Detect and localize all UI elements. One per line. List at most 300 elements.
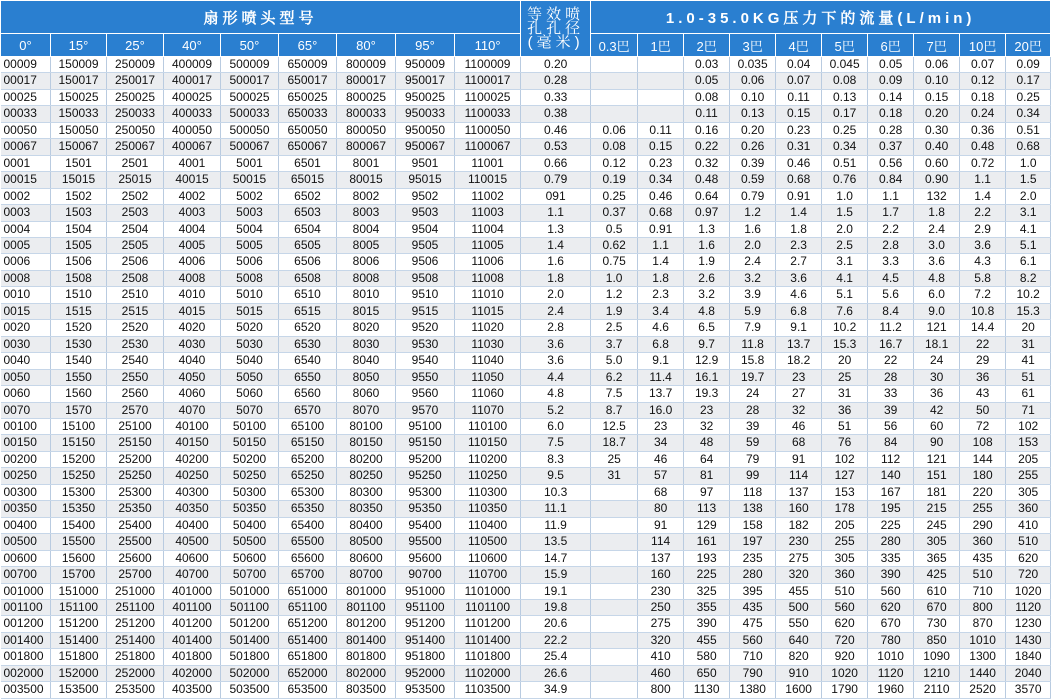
flow-cell: 2.6 [684, 270, 730, 286]
table-row [1, 386, 1051, 402]
flow-cell: 118 [730, 484, 776, 500]
flow-cell: 0.72 [960, 155, 1006, 171]
flow-cell: 41 [1006, 353, 1051, 369]
flow-cell: 30 [914, 369, 960, 385]
flow-cell: 16.1 [684, 369, 730, 385]
model-cell: 0008 [1, 270, 51, 286]
model-cell: 150067 [51, 139, 107, 155]
flow-cell: 71 [1006, 402, 1051, 418]
table-row [1, 122, 1051, 138]
pressure-header: 20巴 [1006, 34, 1051, 57]
model-cell: 80015 [337, 172, 396, 188]
flow-cell: 0.11 [684, 106, 730, 122]
model-cell: 95015 [396, 172, 455, 188]
model-cell: 00015 [1, 172, 51, 188]
flow-cell: 0.07 [960, 57, 1006, 73]
flow-cell: 6.8 [638, 336, 684, 352]
flow-cell: 114 [638, 534, 684, 550]
model-cell: 80200 [337, 451, 396, 467]
flow-cell: 6.2 [591, 369, 638, 385]
model-cell: 650025 [279, 89, 337, 105]
flow-cell: 2.9 [960, 221, 1006, 237]
model-cell: 25250 [107, 468, 164, 484]
model-cell: 4001 [164, 155, 221, 171]
model-cell: 150025 [51, 89, 107, 105]
table-row [1, 517, 1051, 533]
model-cell: 9550 [396, 369, 455, 385]
model-cell: 1504 [51, 221, 107, 237]
model-title: 扇形喷头型号 [1, 1, 521, 34]
model-cell: 40200 [164, 451, 221, 467]
model-cell: 15300 [51, 484, 107, 500]
model-cell: 50400 [221, 517, 279, 533]
model-cell: 95500 [396, 534, 455, 550]
flow-cell: 97 [684, 484, 730, 500]
flow-cell: 4.8 [684, 303, 730, 319]
flow-cell: 275 [638, 616, 684, 632]
flow-cell: 0.10 [730, 89, 776, 105]
flow-cell: 0.31 [776, 139, 822, 155]
flow-cell: 0.13 [822, 89, 868, 105]
flow-cell: 0.56 [868, 155, 914, 171]
flow-cell: 18.7 [591, 435, 638, 451]
flow-cell: 193 [684, 550, 730, 566]
flow-cell: 0.46 [776, 155, 822, 171]
flow-cell: 27 [776, 386, 822, 402]
equiv-diameter-cell: 0.46 [521, 122, 591, 138]
model-cell: 4070 [164, 402, 221, 418]
model-cell: 15200 [51, 451, 107, 467]
model-cell: 651200 [279, 616, 337, 632]
flow-cell: 910 [776, 665, 822, 681]
model-cell: 9501 [396, 155, 455, 171]
model-cell: 5060 [221, 386, 279, 402]
flow-cell: 114 [776, 468, 822, 484]
model-cell: 1508 [51, 270, 107, 286]
model-cell: 6540 [279, 353, 337, 369]
model-cell: 65400 [279, 517, 337, 533]
model-cell: 151200 [51, 616, 107, 632]
flow-cell: 42 [914, 402, 960, 418]
flow-cell: 1.9 [591, 303, 638, 319]
model-cell: 1100017 [455, 73, 521, 89]
model-cell: 2508 [107, 270, 164, 286]
model-cell: 0005 [1, 237, 51, 253]
flow-cell: 197 [730, 534, 776, 550]
model-cell: 15400 [51, 517, 107, 533]
model-cell: 2505 [107, 237, 164, 253]
model-cell: 6560 [279, 386, 337, 402]
flow-cell: 161 [684, 534, 730, 550]
equiv-diameter-cell: 091 [521, 188, 591, 204]
model-cell: 803500 [337, 682, 396, 698]
model-cell: 501400 [221, 632, 279, 648]
model-cell: 110500 [455, 534, 521, 550]
flow-cell: 4.5 [868, 270, 914, 286]
flow-cell: 245 [914, 517, 960, 533]
model-cell: 152000 [51, 665, 107, 681]
flow-cell [638, 89, 684, 105]
flow-cell: 4.1 [1006, 221, 1051, 237]
flow-cell: 5.8 [960, 270, 1006, 286]
angle-header: 25° [107, 34, 164, 57]
flow-cell: 560 [822, 599, 868, 615]
model-cell: 95300 [396, 484, 455, 500]
flow-cell: 1020 [1006, 583, 1051, 599]
pressure-header: 2巴 [684, 34, 730, 57]
model-cell: 9570 [396, 402, 455, 418]
flow-cell: 0.34 [822, 139, 868, 155]
flow-cell: 0.03 [684, 57, 730, 73]
flow-cell: 50 [960, 402, 1006, 418]
flow-cell: 390 [868, 567, 914, 583]
model-cell: 65350 [279, 501, 337, 517]
model-cell: 50015 [221, 172, 279, 188]
flow-cell: 425 [914, 567, 960, 583]
model-cell: 65300 [279, 484, 337, 500]
model-cell: 0004 [1, 221, 51, 237]
model-cell: 40350 [164, 501, 221, 517]
flow-cell: 0.28 [868, 122, 914, 138]
model-cell: 11002 [455, 188, 521, 204]
model-cell: 00017 [1, 73, 51, 89]
table-row [1, 106, 1051, 122]
flow-cell: 20 [1006, 320, 1051, 336]
equiv-diameter-cell: 2.0 [521, 287, 591, 303]
flow-cell: 0.68 [1006, 139, 1051, 155]
model-cell: 15150 [51, 435, 107, 451]
model-cell: 5002 [221, 188, 279, 204]
model-cell: 95350 [396, 501, 455, 517]
model-cell: 5006 [221, 254, 279, 270]
model-cell: 2540 [107, 353, 164, 369]
flow-cell: 0.09 [1006, 57, 1051, 73]
model-cell: 802000 [337, 665, 396, 681]
flow-cell: 220 [960, 484, 1006, 500]
table-row [1, 270, 1051, 286]
model-cell: 50300 [221, 484, 279, 500]
model-cell: 9505 [396, 237, 455, 253]
angle-header: 65° [279, 34, 337, 57]
equiv-diameter-cell: 0.38 [521, 106, 591, 122]
flow-cell [591, 89, 638, 105]
flow-cell: 0.39 [730, 155, 776, 171]
model-cell: 151400 [51, 632, 107, 648]
flow-cell [591, 106, 638, 122]
flow-cell: 0.04 [776, 57, 822, 73]
model-cell: 951000 [396, 583, 455, 599]
model-cell: 4050 [164, 369, 221, 385]
flow-cell: 2.3 [776, 237, 822, 253]
model-cell: 4010 [164, 287, 221, 303]
flow-cell: 410 [638, 649, 684, 665]
model-cell: 4020 [164, 320, 221, 336]
model-cell: 40015 [164, 172, 221, 188]
flow-cell [591, 616, 638, 632]
model-cell: 1520 [51, 320, 107, 336]
model-cell: 0040 [1, 353, 51, 369]
angle-header: 50° [221, 34, 279, 57]
model-cell: 80100 [337, 418, 396, 434]
model-cell: 5015 [221, 303, 279, 319]
model-cell: 110100 [455, 418, 521, 434]
flow-cell: 3.6 [960, 237, 1006, 253]
flow-cell: 22 [960, 336, 1006, 352]
flow-cell: 4.1 [822, 270, 868, 286]
flow-cell: 151 [914, 468, 960, 484]
flow-cell: 5.1 [1006, 237, 1051, 253]
table-row [1, 172, 1051, 188]
model-cell: 500025 [221, 89, 279, 105]
angle-header: 0° [1, 34, 51, 57]
model-cell: 653500 [279, 682, 337, 698]
flow-cell: 121 [914, 320, 960, 336]
model-cell: 40250 [164, 468, 221, 484]
flow-cell: 1.3 [684, 221, 730, 237]
model-cell: 1510 [51, 287, 107, 303]
flow-cell: 510 [1006, 534, 1051, 550]
model-cell: 5020 [221, 320, 279, 336]
flow-cell: 158 [730, 517, 776, 533]
flow-cell: 0.15 [638, 139, 684, 155]
flow-cell: 76 [822, 435, 868, 451]
table-row [1, 567, 1051, 583]
flow-cell: 1090 [914, 649, 960, 665]
flow-cell: 61 [1006, 386, 1051, 402]
model-cell: 250067 [107, 139, 164, 155]
flow-cell: 25 [822, 369, 868, 385]
equiv-diameter-cell: 2.8 [521, 320, 591, 336]
model-cell: 00250 [1, 468, 51, 484]
angle-header: 80° [337, 34, 396, 57]
flow-cell: 19.7 [730, 369, 776, 385]
model-cell: 1100067 [455, 139, 521, 155]
flow-cell: 710 [960, 583, 1006, 599]
model-cell: 11015 [455, 303, 521, 319]
equiv-diameter-cell: 20.6 [521, 616, 591, 632]
flow-cell: 0.90 [914, 172, 960, 188]
table-row [1, 534, 1051, 550]
flow-cell: 0.60 [914, 155, 960, 171]
model-cell: 2530 [107, 336, 164, 352]
pressure-header: 1巴 [638, 34, 684, 57]
angle-header: 110° [455, 34, 521, 57]
flow-cell: 178 [822, 501, 868, 517]
flow-cell: 5.6 [868, 287, 914, 303]
model-cell: 50350 [221, 501, 279, 517]
flow-cell: 360 [822, 567, 868, 583]
flow-cell: 435 [960, 550, 1006, 566]
flow-cell: 500 [776, 599, 822, 615]
flow-cell: 620 [868, 599, 914, 615]
flow-cell: 0.18 [960, 89, 1006, 105]
equiv-diameter-cell: 4.8 [521, 386, 591, 402]
flow-cell: 2520 [960, 682, 1006, 698]
flow-cell: 99 [730, 468, 776, 484]
flow-cell: 1.1 [638, 237, 684, 253]
flow-cell: 335 [868, 550, 914, 566]
model-cell: 951200 [396, 616, 455, 632]
model-cell: 11010 [455, 287, 521, 303]
model-cell: 1505 [51, 237, 107, 253]
model-cell: 1101800 [455, 649, 521, 665]
equiv-diameter-cell: 1.8 [521, 270, 591, 286]
model-cell: 4015 [164, 303, 221, 319]
flow-cell: 455 [776, 583, 822, 599]
flow-cell: 5.0 [591, 353, 638, 369]
model-cell: 00700 [1, 567, 51, 583]
flow-cell: 0.32 [684, 155, 730, 171]
model-cell: 40400 [164, 517, 221, 533]
flow-cell: 0.34 [638, 172, 684, 188]
flow-cell: 365 [914, 550, 960, 566]
table-row [1, 73, 1051, 89]
table-row [1, 188, 1051, 204]
flow-cell: 0.62 [591, 237, 638, 253]
flow-cell: 15.8 [730, 353, 776, 369]
model-cell: 95200 [396, 451, 455, 467]
model-cell: 8008 [337, 270, 396, 286]
model-cell: 15100 [51, 418, 107, 434]
flow-cell: 1430 [1006, 632, 1051, 648]
flow-cell: 14.4 [960, 320, 1006, 336]
flow-cell: 153 [1006, 435, 1051, 451]
flow-cell: 0.48 [684, 172, 730, 188]
model-cell: 951800 [396, 649, 455, 665]
flow-cell: 1380 [730, 682, 776, 698]
model-cell: 4030 [164, 336, 221, 352]
model-cell: 0020 [1, 320, 51, 336]
model-cell: 500050 [221, 122, 279, 138]
model-cell: 401000 [164, 583, 221, 599]
model-cell: 002000 [1, 665, 51, 681]
table-row [1, 649, 1051, 665]
model-cell: 800050 [337, 122, 396, 138]
flow-cell: 870 [960, 616, 1006, 632]
model-cell: 95400 [396, 517, 455, 533]
flow-cell: 3.1 [1006, 205, 1051, 221]
model-cell: 2515 [107, 303, 164, 319]
equiv-diameter-cell: 26.6 [521, 665, 591, 681]
flow-cell: 160 [776, 501, 822, 517]
flow-cell: 13.7 [776, 336, 822, 352]
model-cell: 952000 [396, 665, 455, 681]
flow-cell: 360 [960, 534, 1006, 550]
flow-cell: 2.5 [822, 237, 868, 253]
flow-cell: 137 [638, 550, 684, 566]
flow-cell: 79 [730, 451, 776, 467]
flow-cell: 0.06 [914, 57, 960, 73]
model-cell: 503500 [221, 682, 279, 698]
model-cell: 8020 [337, 320, 396, 336]
flow-cell: 0.26 [730, 139, 776, 155]
flow-cell: 39 [730, 418, 776, 434]
flow-cell: 650 [684, 665, 730, 681]
model-cell: 403500 [164, 682, 221, 698]
flow-cell: 84 [868, 435, 914, 451]
equiv-diameter-cell: 0.28 [521, 73, 591, 89]
model-cell: 11030 [455, 336, 521, 352]
model-cell: 0015 [1, 303, 51, 319]
model-cell: 401400 [164, 632, 221, 648]
model-cell: 00200 [1, 451, 51, 467]
flow-cell: 160 [638, 567, 684, 583]
flow-cell: 1010 [960, 632, 1006, 648]
flow-cell: 0.40 [914, 139, 960, 155]
model-cell: 6515 [279, 303, 337, 319]
flow-cell: 24 [730, 386, 776, 402]
flow-cell: 850 [914, 632, 960, 648]
pressure-header: 7巴 [914, 34, 960, 57]
model-cell: 150009 [51, 57, 107, 73]
model-cell: 2502 [107, 188, 164, 204]
flow-cell: 1.8 [776, 221, 822, 237]
model-cell: 11005 [455, 237, 521, 253]
model-cell: 1100025 [455, 89, 521, 105]
model-cell: 2570 [107, 402, 164, 418]
flow-cell: 0.25 [1006, 89, 1051, 105]
flow-cell [591, 567, 638, 583]
model-cell: 151800 [51, 649, 107, 665]
flow-cell [591, 583, 638, 599]
flow-cell: 3.4 [638, 303, 684, 319]
flow-cell: 0.34 [1006, 106, 1051, 122]
flow-cell: 0.11 [776, 89, 822, 105]
flow-cell: 0.08 [684, 89, 730, 105]
flow-cell: 780 [868, 632, 914, 648]
table-row [1, 616, 1051, 632]
flow-cell: 2040 [1006, 665, 1051, 681]
model-cell: 2560 [107, 386, 164, 402]
model-cell: 950067 [396, 139, 455, 155]
model-cell: 951400 [396, 632, 455, 648]
model-cell: 65500 [279, 534, 337, 550]
flow-cell: 1600 [776, 682, 822, 698]
equiv-diameter-cell: 15.9 [521, 567, 591, 583]
model-cell: 40500 [164, 534, 221, 550]
model-cell: 2550 [107, 369, 164, 385]
flow-cell: 3.2 [730, 270, 776, 286]
model-cell: 001400 [1, 632, 51, 648]
flow-cell [591, 550, 638, 566]
flow-cell: 0.05 [868, 57, 914, 73]
flow-cell: 1210 [914, 665, 960, 681]
flow-cell: 0.23 [638, 155, 684, 171]
flow-cell: 9.1 [776, 320, 822, 336]
equiv-diameter-cell: 2.4 [521, 303, 591, 319]
flow-cell: 0.22 [684, 139, 730, 155]
flow-cell: 800 [960, 599, 1006, 615]
flow-cell: 670 [868, 616, 914, 632]
model-cell: 4005 [164, 237, 221, 253]
model-cell: 25300 [107, 484, 164, 500]
flow-cell: 1.4 [638, 254, 684, 270]
model-cell: 4006 [164, 254, 221, 270]
flow-cell [591, 682, 638, 698]
model-cell: 80700 [337, 567, 396, 583]
model-cell: 1101100 [455, 599, 521, 615]
model-cell: 65600 [279, 550, 337, 566]
flow-cell: 0.51 [1006, 122, 1051, 138]
flow-cell: 23 [638, 418, 684, 434]
model-cell: 8070 [337, 402, 396, 418]
model-cell: 9508 [396, 270, 455, 286]
equiv-diameter-cell: 1.1 [521, 205, 591, 221]
model-cell: 15015 [51, 172, 107, 188]
header-row-top [1, 1, 1051, 34]
model-cell: 8010 [337, 287, 396, 303]
flow-cell: 3.6 [776, 270, 822, 286]
